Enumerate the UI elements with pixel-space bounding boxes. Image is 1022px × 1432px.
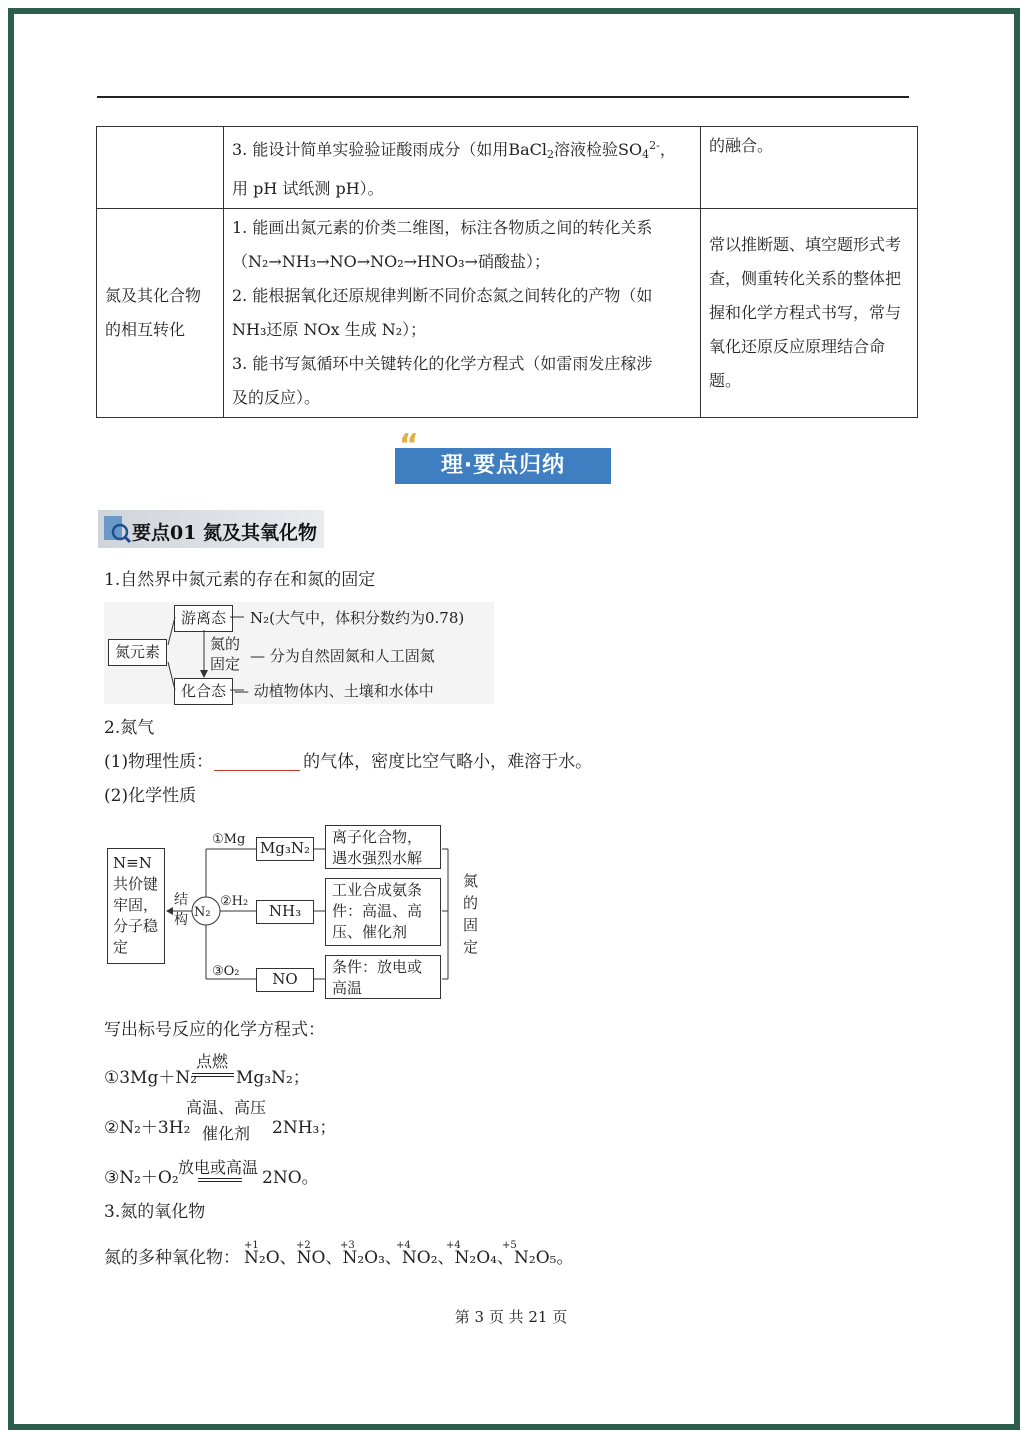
item1-heading: 1.自然界中氮元素的存在和氮的固定 (104, 570, 376, 590)
oxide-formula: NO (296, 1248, 326, 1268)
table-row (97, 127, 918, 209)
section-heading (98, 510, 324, 548)
reaction-2-label: ②H₂ (220, 894, 249, 909)
fixation-label-1: 氮的 (210, 635, 241, 653)
objectives-table (96, 126, 918, 418)
note-mg3n2: 离子化合物， 遇水强烈水解 (325, 825, 441, 869)
eq2-left: ②N₂＋3H₂ (104, 1118, 191, 1138)
banner-title: 理·要点归纳 (395, 448, 611, 484)
fixation-vertical-label: 氮 的 固 定 (463, 872, 479, 956)
eq1-right: Mg₃N₂； (236, 1068, 310, 1088)
oxide-charge: +1 (244, 1240, 259, 1251)
oxide-charge: +4 (446, 1240, 461, 1251)
oxide-formula: N₂O₃ (342, 1248, 385, 1268)
note-no: 条件：放电或 高温 (325, 955, 441, 999)
eq1-condition: 点燃 (196, 1052, 229, 1071)
oxide-formula: N₂O₅ (514, 1248, 557, 1268)
note-nh3: 工业合成氨条 件：高温、高 压、催化剂 (325, 878, 441, 946)
eq1-equals (192, 1073, 234, 1077)
oxide-formula: NO₂ (401, 1248, 438, 1268)
table-cell (97, 127, 224, 209)
reaction-3-label: ③O₂ (212, 964, 240, 979)
product-no: NO (256, 968, 314, 992)
eq3-equals (198, 1178, 242, 1182)
oxides-prefix: 氮的多种氧化物： (104, 1248, 240, 1268)
fixation-desc: — 分为自然固氮和人工固氮 (250, 647, 435, 665)
section-banner (387, 428, 619, 490)
bound-state-box: 化合态 (174, 678, 233, 705)
oxide-charge: +2 (296, 1240, 311, 1251)
eq2-right: 2NH₃； (272, 1118, 337, 1138)
reaction-1-label: ①Mg (212, 832, 246, 847)
free-state-box: 游离态 (174, 605, 233, 632)
item2-heading: 2.氮气 (104, 718, 155, 738)
eq2-condition-top: 高温、高压 (186, 1098, 267, 1117)
table-cell: 常以推断题、填空题形式考查，侧重转化关系的整体把握和化学方程式书写，常与氧化还原反应原理结合命题。 (701, 209, 918, 418)
eq2-condition-bottom: 催化剂 (202, 1124, 251, 1143)
chemical-properties-heading: (2)化学性质 (104, 786, 197, 806)
structure-label-1: 结 (174, 892, 188, 908)
bound-state-desc: — 动植物体内、土壤和水体中 (234, 682, 434, 700)
table-cell: 氮及其化合物的相互转化 (97, 209, 224, 418)
section-title: 要点01 氮及其氧化物 (132, 522, 318, 544)
page-footer: 第 3 页 共 21 页 (454, 1308, 568, 1326)
item3-heading: 3.氮的氧化物 (104, 1202, 206, 1222)
oxide-charge: +3 (340, 1240, 355, 1251)
oxide-charge: +4 (396, 1240, 411, 1251)
structure-box: N≡N 共价键 牢固， 分子稳 定 (107, 848, 165, 964)
eq1-left: ①3Mg＋N₂ (104, 1068, 198, 1088)
fill-in-blank (214, 770, 300, 771)
oxide-list: +1 N₂O、 +2 NO、 +3 N₂O₃、 +4 NO₂、 +4 N₂O₄、 +5 N₂O₅。 (244, 1246, 573, 1270)
element-box: 氮元素 (108, 639, 167, 666)
eq3-right: 2NO。 (262, 1168, 319, 1188)
product-nh3: NH₃ (256, 900, 314, 924)
center-n2: N₂ (194, 905, 211, 920)
table-row (97, 209, 918, 418)
table-cell: 3. 能设计简单实验验证酸雨成分（如用BaCl2溶液检验$SO4^{2-}$， 用 pH 试纸测 pH）。 (224, 127, 701, 209)
free-state-desc: N₂(大气中，体积分数约为0.78) (250, 609, 465, 627)
equations-intro: 写出标号反应的化学方程式： (104, 1020, 325, 1040)
product-mg3n2: Mg₃N₂ (256, 837, 314, 861)
table-cell: 1. 能画出氮元素的价类二维图，标注各物质之间的转化关系 （N₂→NH₃→NO→NO₂→HNO₃→硝酸盐）； 2. 能根据氧化还原规律判断不同价态氮之间转化的产物（如 NH₃还原 NOx 生成 N₂）； 3. 能书写氮循环中关键转化的化学方程式（如雷雨发庄稼涉 及的反应）。 (224, 209, 701, 418)
magnifier-doc-icon (102, 514, 132, 544)
oxide-formula: N₂O₄ (454, 1248, 497, 1268)
physical-properties: (1)物理性质： 的气体，密度比空气略小，难溶于水。 (104, 752, 593, 772)
structure-label-2: 构 (174, 912, 188, 928)
eq3-left: ③N₂＋O₂ (104, 1168, 179, 1188)
quote-icon: “ (399, 428, 419, 463)
fixation-label-2: 固定 (210, 655, 241, 673)
table-cell: 的融合。 (701, 127, 918, 209)
oxide-formula: N₂O (244, 1248, 280, 1268)
eq3-condition: 放电或高温 (178, 1158, 259, 1177)
header-rule (97, 96, 909, 98)
oxide-charge: +5 (502, 1240, 517, 1251)
